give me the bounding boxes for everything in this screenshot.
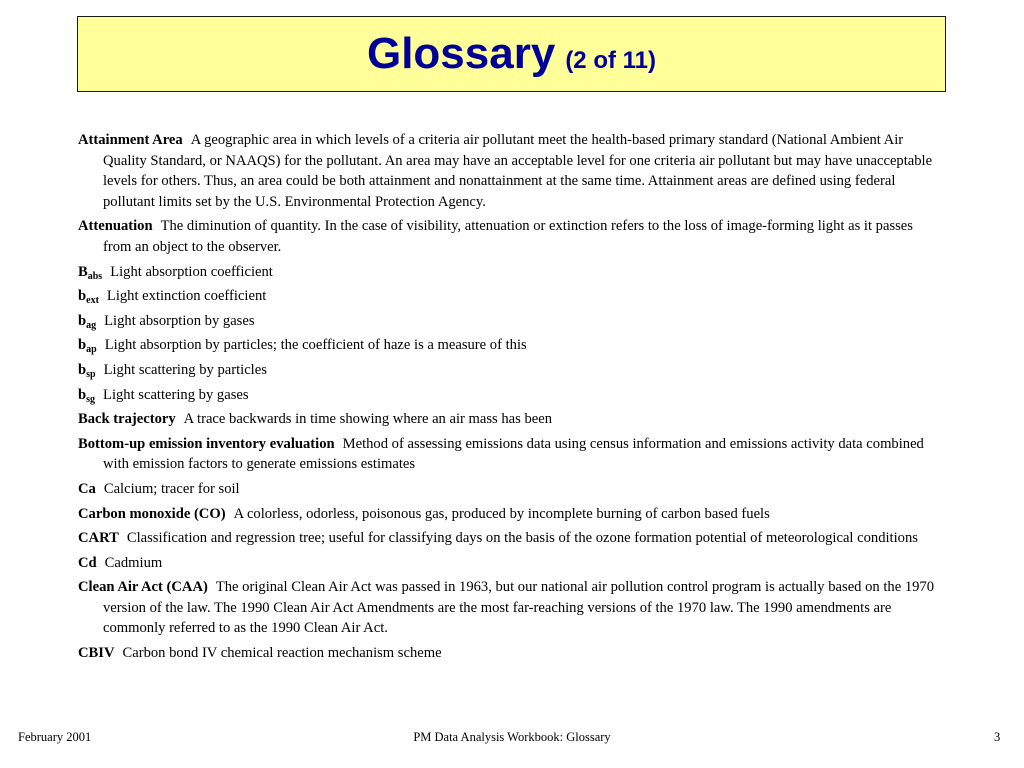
glossary-term (78, 530, 119, 546)
glossary-definition: Light absorption coefficient (110, 263, 273, 280)
glossary-term-text: Clean Air Act (CAA) (78, 579, 208, 596)
title-page-count: (2 of 11) (565, 47, 657, 74)
page-title (366, 29, 657, 78)
glossary-definition: Light absorption by gases (104, 312, 255, 329)
glossary-term-text: b (78, 361, 87, 378)
glossary-term-subscript: ag (86, 319, 97, 331)
glossary-term (78, 481, 96, 497)
glossary-term-text: Bottom-up emission inventory evaluation (78, 435, 335, 452)
glossary-term-text: B (78, 263, 88, 280)
glossary-term-subscript: abs (87, 270, 103, 282)
glossary-entry (78, 216, 944, 257)
glossary-definition: A colorless, odorless, poisonous gas, produced by incomplete burning of carbon based fuels (233, 505, 770, 522)
glossary-entry (78, 434, 944, 475)
glossary-entry (78, 577, 944, 639)
glossary-definition: Classification and regression tree; useful for classifying days on the basis of the ozone formation potential of meteorological conditions (126, 530, 918, 547)
glossary-term (78, 436, 335, 452)
glossary-term (78, 337, 97, 356)
glossary-term-subscript: sp (86, 368, 96, 380)
glossary-term-subscript: sg (86, 393, 96, 405)
footer-date: February 2001 (18, 730, 92, 744)
glossary-term-text: b (78, 386, 87, 403)
glossary-entry (78, 335, 944, 356)
glossary-definition: The original Clean Air Act was passed in 1963, but our national air pollution control program is actually based on the 1970 version of the law. The 1990 Clean Air Act Amendments are the most far-reaching versions of the 1970 law. The 1990 amendments are commonly referred to as the 1990 Clean Air Act. (103, 579, 935, 637)
glossary-term (78, 362, 96, 378)
glossary-term (78, 313, 96, 329)
glossary-entry (78, 286, 944, 307)
glossary-definition: A trace backwards in time showing where an air mass has been (183, 411, 553, 428)
glossary-term-text: CART (78, 530, 119, 547)
glossary-term (78, 132, 183, 148)
glossary-entry (78, 479, 944, 500)
glossary-entry (78, 528, 944, 549)
glossary-entry (78, 553, 944, 574)
title-main: Glossary (366, 29, 556, 78)
glossary-entry (78, 262, 944, 283)
glossary-term (78, 579, 208, 595)
glossary-entry (78, 385, 944, 406)
glossary-term (78, 218, 153, 234)
glossary-term (78, 645, 115, 661)
glossary-entry (78, 360, 944, 381)
glossary-definition: Light extinction coefficient (106, 288, 267, 305)
glossary-entry (78, 311, 944, 332)
glossary-term-text: CBIV (78, 645, 115, 662)
glossary-entry (78, 504, 944, 525)
glossary-term-text: Cd (78, 554, 97, 571)
glossary-definition: Cadmium (104, 554, 163, 571)
glossary-definition: Method of assessing emissions data using census information and emissions activity data combined with emission factors to generate emissions estimates (103, 435, 924, 473)
glossary-definition: A geographic area in which levels of a criteria air pollutant meet the health-based primary standard (National Ambient Air Quality Standard, or NAAQS) for the pollutant. An area may have an acceptable level for one criteria air pollutant but may have unacceptable levels for others. Thus, an area could be both attainment and nonattainment at the same time. Attainment areas are defined using federal pollutant limits set by the U.S. Environmental Protection Agency. (103, 132, 933, 210)
glossary-term (78, 411, 176, 427)
glossary-definition: Carbon bond IV chemical reaction mechanism scheme (122, 645, 442, 662)
glossary-definition: Light absorption by particles; the coefficient of haze is a measure of this (104, 337, 527, 354)
glossary-entry (78, 130, 944, 212)
glossary-term-subscript: ap (86, 344, 97, 356)
glossary-term-subscript: ext (86, 295, 99, 307)
glossary-list (78, 130, 944, 668)
glossary-term-text: Attenuation (78, 218, 153, 235)
footer-title: PM Data Analysis Workbook: Glossary (413, 730, 611, 744)
glossary-definition: The diminution of quantity. In the case of visibility, attenuation or extinction refers to the loss of image-forming light as it passes from an object to the observer. (103, 218, 913, 255)
glossary-definition: Light scattering by gases (103, 386, 249, 403)
glossary-term-text: Ca (78, 480, 96, 497)
glossary-term (78, 264, 102, 280)
glossary-term-text: Attainment Area (78, 132, 183, 148)
glossary-entry (78, 643, 944, 664)
glossary-definition: Light scattering by particles (103, 361, 267, 378)
glossary-term (78, 555, 97, 571)
glossary-term-text: b (78, 288, 87, 305)
title-box (77, 16, 946, 92)
glossary-entry (78, 409, 944, 430)
glossary-term-text: b (78, 312, 87, 329)
page-number: 3 (994, 730, 1001, 744)
glossary-term-text: Back trajectory (78, 411, 176, 428)
glossary-term-text: Carbon monoxide (CO) (78, 505, 226, 522)
glossary-term (78, 288, 99, 307)
glossary-term (78, 387, 95, 403)
glossary-definition: Calcium; tracer for soil (103, 480, 240, 497)
glossary-term (78, 506, 226, 522)
glossary-term-text: b (78, 337, 87, 354)
